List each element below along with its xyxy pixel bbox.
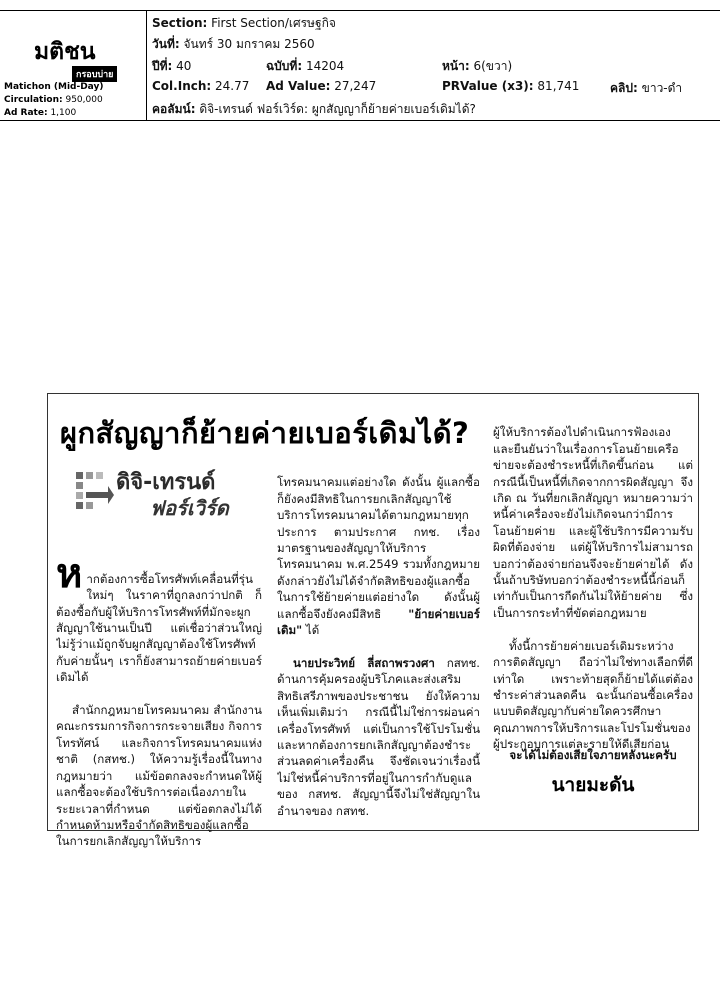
header-bottom-rule [0, 120, 720, 121]
article-clipping [47, 393, 699, 849]
article-column-3 [493, 408, 693, 769]
issue-field: ฉบับที่: 14204 [266, 59, 345, 73]
advalue-field: Ad Value: 27,247 [266, 79, 377, 93]
column-field: คอลัมน์: ดิจิ-เทรนด์ ฟอร์เวิร์ด: ผูกสัญญาก็ย้ายค่ายเบอร์เดิมได้? [152, 102, 476, 116]
paragraph: ผู้ให้บริการต้องไปดำเนินการฟ้องเอง และยืนยันว่าในเรื่องการโอนย้ายเครือข่ายจะต้องชำระหนี้ที่เกิดขึ้นก่อน แต่กรณีนี้เป็นหนี้ที่เกิดจากการผิดสัญญา จึงเกิด ณ วันที่ยกเลิกสัญญา หมายความว่าหนี้ค่าเครื่องจะยังไม่เกิดจนกว่ามีการโอนย้ายค่าย และผู้ใช้บริการมีความรับผิดที่ต้องจ่าย แต่ผู้ให้บริการไม่สามารถบอกว่าต้องจ่ายก่อนจึงจะย้ายค่ายได้ ดังนั้นถ้าบริษัทบอกว่าต้องชำระหนี้นี้ก่อนก็เท่ากับเป็นการกีดกันไม่ให้ย้ายค่าย ซึ่งเป็นการกระทำที่ขัดต่อกฎหมาย [493, 425, 693, 620]
header-divider [146, 11, 147, 120]
publication-meta [4, 81, 103, 120]
drop-cap: ห [56, 551, 83, 598]
year-field: ปีที่: 40 [152, 59, 192, 73]
closing-note: จะได้ไม่ต้องเสียใจภายหลังนะครับ [509, 748, 677, 762]
column-brand [68, 462, 256, 524]
section-field: Section: First Section/เศรษฐกิจ [152, 16, 336, 30]
page-field: หน้า: 6(ขวา) [442, 59, 513, 73]
brand-arrow-icon [74, 468, 114, 512]
ad-rate: Ad Rate: 1,100 [4, 108, 77, 118]
brand-line-2: ฟอร์เวิร์ด [150, 496, 229, 520]
brand-line-1: ดิจิ-เทรนด์ [116, 470, 216, 495]
prvalue-field: PRValue (x3): 81,741 [442, 79, 580, 93]
paragraph: สำนักกฎหมายโทรคมนาคม สำนักงานคณะกรรมการกิจการกระจายเสียง กิจการโทรทัศน์ และกิจการโทรคมนาคมแห่งชาติ (กสทช.) ให้ความรู้เรื่องนี้ในทางกฎหมายว่า แม้ข้อตกลงจะกำหนดให้ผู้แลกซื้อจะต้องใช้บริการต่อเนื่องภายในระยะเวลาที่กำหนด แต่ข้อตกลงไม่ได้กำหนดห้ามหรือจำกัดสิทธิของผู้แลกซื้อในการยกเลิกสัญญาให้บริการ [56, 703, 262, 849]
date-field: วันที่: จันทร์ 30 มกราคม 2560 [152, 37, 315, 51]
circulation: Circulation: 950,000 [4, 95, 103, 105]
colinch-field: Col.Inch: 24.77 [152, 79, 250, 93]
clipping-header [0, 0, 720, 121]
publication-name: Matichon (Mid-Day) [4, 82, 104, 92]
article-column-2 [277, 458, 480, 835]
paragraph: ทั้งนี้การย้ายค่ายเบอร์เดิมระหว่างการติดสัญญา ถือว่าไม่ใช่ทางเลือกที่ดีเท่าใด เพราะท้ายสุดก็ย้ายได้แต่ต้องชำระค่าส่วนลดคืน ฉะนั้นก่อนซื้อเครื่องแบบติดสัญญากับค่ายใดควรศึกษาคุณภาพการให้บริการและโปรโมชั่นของผู้ประกอบการแต่ละรายให้ดีเสียก่อน [493, 638, 693, 752]
author-signature: นายมะดัน [551, 774, 635, 796]
clip-field: คลิป: ขาว-ดำ [610, 81, 683, 95]
article-headline: ผูกสัญญาก็ย้ายค่ายเบอร์เดิมได้? [60, 416, 470, 450]
logo-text: มติชน [34, 39, 96, 65]
paragraph: โทรคมนาคมแต่อย่างใด ดังนั้น ผู้แลกซื้อก็ยังคงมีสิทธิในการยกเลิกสัญญาใช้บริการโทรคมนาคมได้ตามกฎหมายทุกประการ ตามประกาศ กทช. เรื่องมาตรฐานของสัญญาให้บริการโทรคมนาคม พ.ศ.2549 รวมทั้งกฎหมายดังกล่าวยังไม่ได้จำกัดสิทธิของผู้แลกซื้อในการใช้ย้ายค่ายแต่อย่างใด ดังนั้นผู้แลกซื้อจึงยังคงมีสิทธิ "ย้ายค่ายเบอร์เดิม" ได้ [277, 475, 480, 638]
article-column-1 [56, 538, 262, 866]
paragraph: ากต้องการซื้อโทรศัพท์เคลื่อนที่รุ่นใหม่ๆ ในราคาที่ถูกลงกว่าปกติ ก็ต้องซื้อกับผู้ให้บริการโทรศัพท์ที่มักจะผูกสัญญาใช้นานเป็นปี แต่เชื่อว่าส่วนใหญ่ไม่รู้ว่าแม้ถูกจับผูกสัญญาต้องใช้โทรศัพท์กับค่ายนั้นๆ เราก็ยังสามารถย้ายค่ายเบอร์เดิมได้ [56, 571, 262, 685]
paragraph: นายประวิทย์ ลี่สถาพรวงศา กสทช. ด้านการคุ้มครองผู้บริโภคและส่งเสริมสิทธิเสรีภาพของประชาชน ยังให้ความเห็นเพิ่มเติมว่า กรณีนี้ไม่ใช่การผ่อนค่าเครื่องโทรศัพท์ แต่เป็นการใช้โปรโมชั่น และหากต้องการยกเลิกสัญญาต้องชำระส่วนลดค่าเครื่องคืน จึงชัดเจนว่าเรื่องนี้ไม่ใช่หนี้ค่าบริการที่อยู่ในการกำกับดูแลของ กสทช. สัญญานี้จึงไม่ใช่สัญญาในอำนาจของ กสทช. [277, 655, 480, 818]
logo-subtitle: กรอบบ่าย [72, 66, 117, 82]
